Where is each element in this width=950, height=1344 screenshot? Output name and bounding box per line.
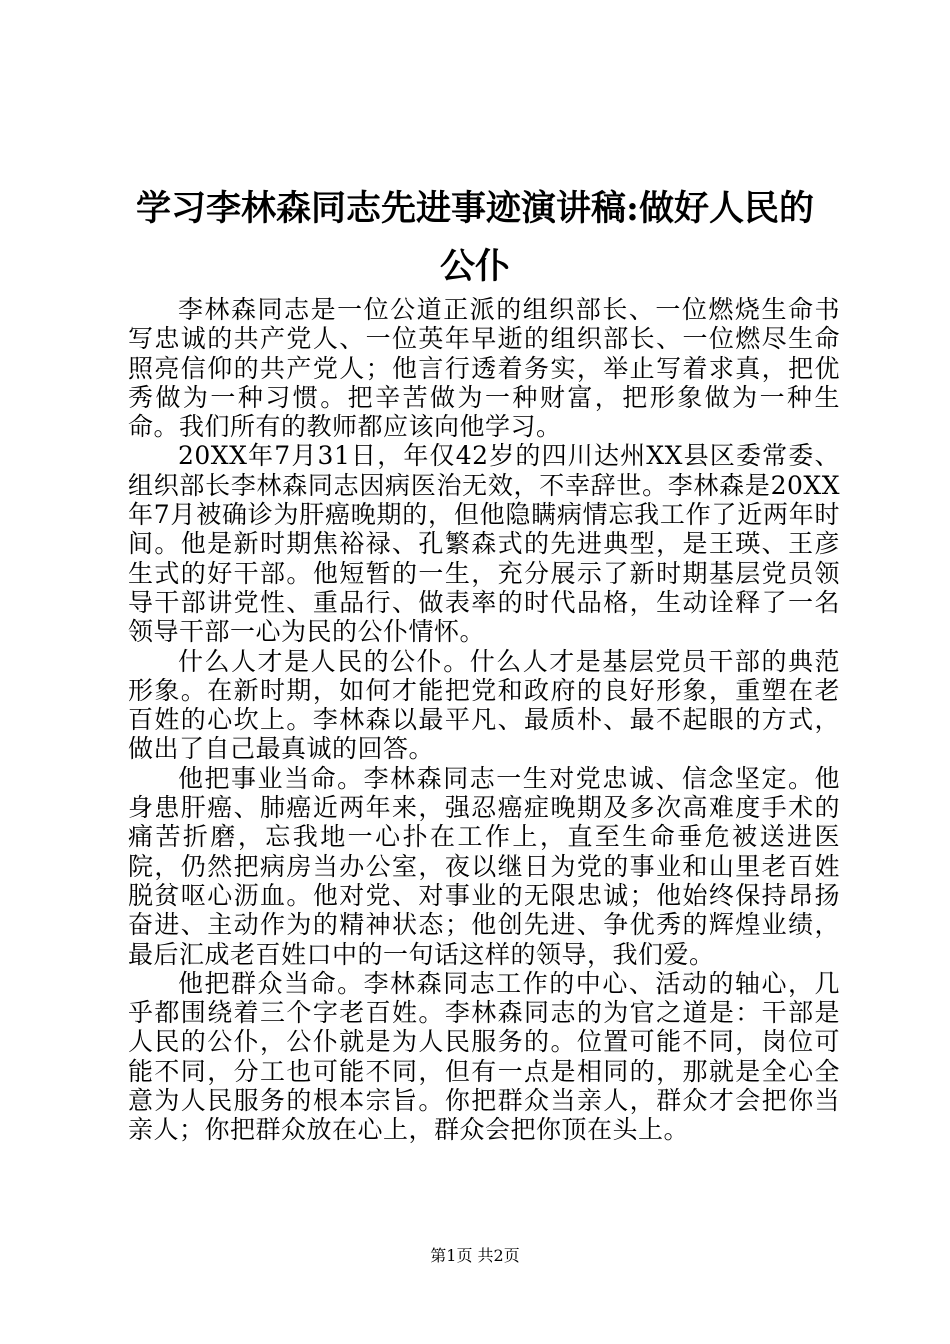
document-title <box>110 180 840 296</box>
title-line-1: 学习李林森同志先进事迹演讲稿:做好人民的 <box>136 188 814 229</box>
page-footer: 第1页 共2页 <box>430 1246 520 1265</box>
paragraph-3: 什么人才是人民的公仆。什么人才是基层党员干部的典范形象。在新时期，如何才能把党和政府的良好形象，重塑在老百姓的心坎上。李林森以最平凡、最质朴、最不起眼的方式，做出了自己最真诚的回答。 <box>128 646 840 764</box>
paragraph-4: 他把事业当命。李林森同志一生对党忠诚、信念坚定。他身患肝癌、肺癌近两年来，强忍癌症晚期及多次高难度手术的痛苦折磨，忘我地一心扑在工作上，直至生命垂危被送进医院，仍然把病房当办公室，夜以继日为党的事业和山里老百姓脱贫呕心沥血。他对党、对事业的无限忠诚；他始终保持昂扬奋进、主动作为的精神状态；他创先进、争优秀的辉煌业绩，最后汇成老百姓口中的一句话这样的领导，我们爱。 <box>128 763 840 969</box>
paragraph-5: 他把群众当命。李林森同志工作的中心、活动的轴心，几乎都围绕着三个字老百姓。李林森同志的为官之道是：干部是人民的公仆，公仆就是为人民服务的。位置可能不同，岗位可能不同，分工也可能不同，但有一点是相同的，那就是全心全意为人民服务的根本宗旨。你把群众当亲人，群众才会把你当亲人；你把群众放在心上，群众会把你顶在头上。 <box>128 968 840 1145</box>
paragraph-2: 20XX年7月31日，年仅42岁的四川达州XX县区委常委、组织部长李林森同志因病医治无效，不幸辞世。李林森是20XX年7月被确诊为肝癌晚期的，但他隐瞒病情忘我工作了近两年时间。他是新时期焦裕禄、孔繁森式的先进典型，是王瑛、王彦生式的好干部。他短暂的一生，充分展示了新时期基层党员领导干部讲党性、重品行、做表率的时代品格，生动诠释了一名领导干部一心为民的公仆情怀。 <box>128 441 840 647</box>
document-body <box>128 295 840 1145</box>
title-line-2: 公仆 <box>439 246 510 287</box>
paragraph-1: 李林森同志是一位公道正派的组织部长、一位燃烧生命书写忠诚的共产党人、一位英年早逝的组织部长、一位燃尽生命照亮信仰的共产党人；他言行透着务实，举止写着求真，把优秀做为一种习惯。把辛苦做为一种财富，把形象做为一种生命。我们所有的教师都应该向他学习。 <box>128 295 840 442</box>
